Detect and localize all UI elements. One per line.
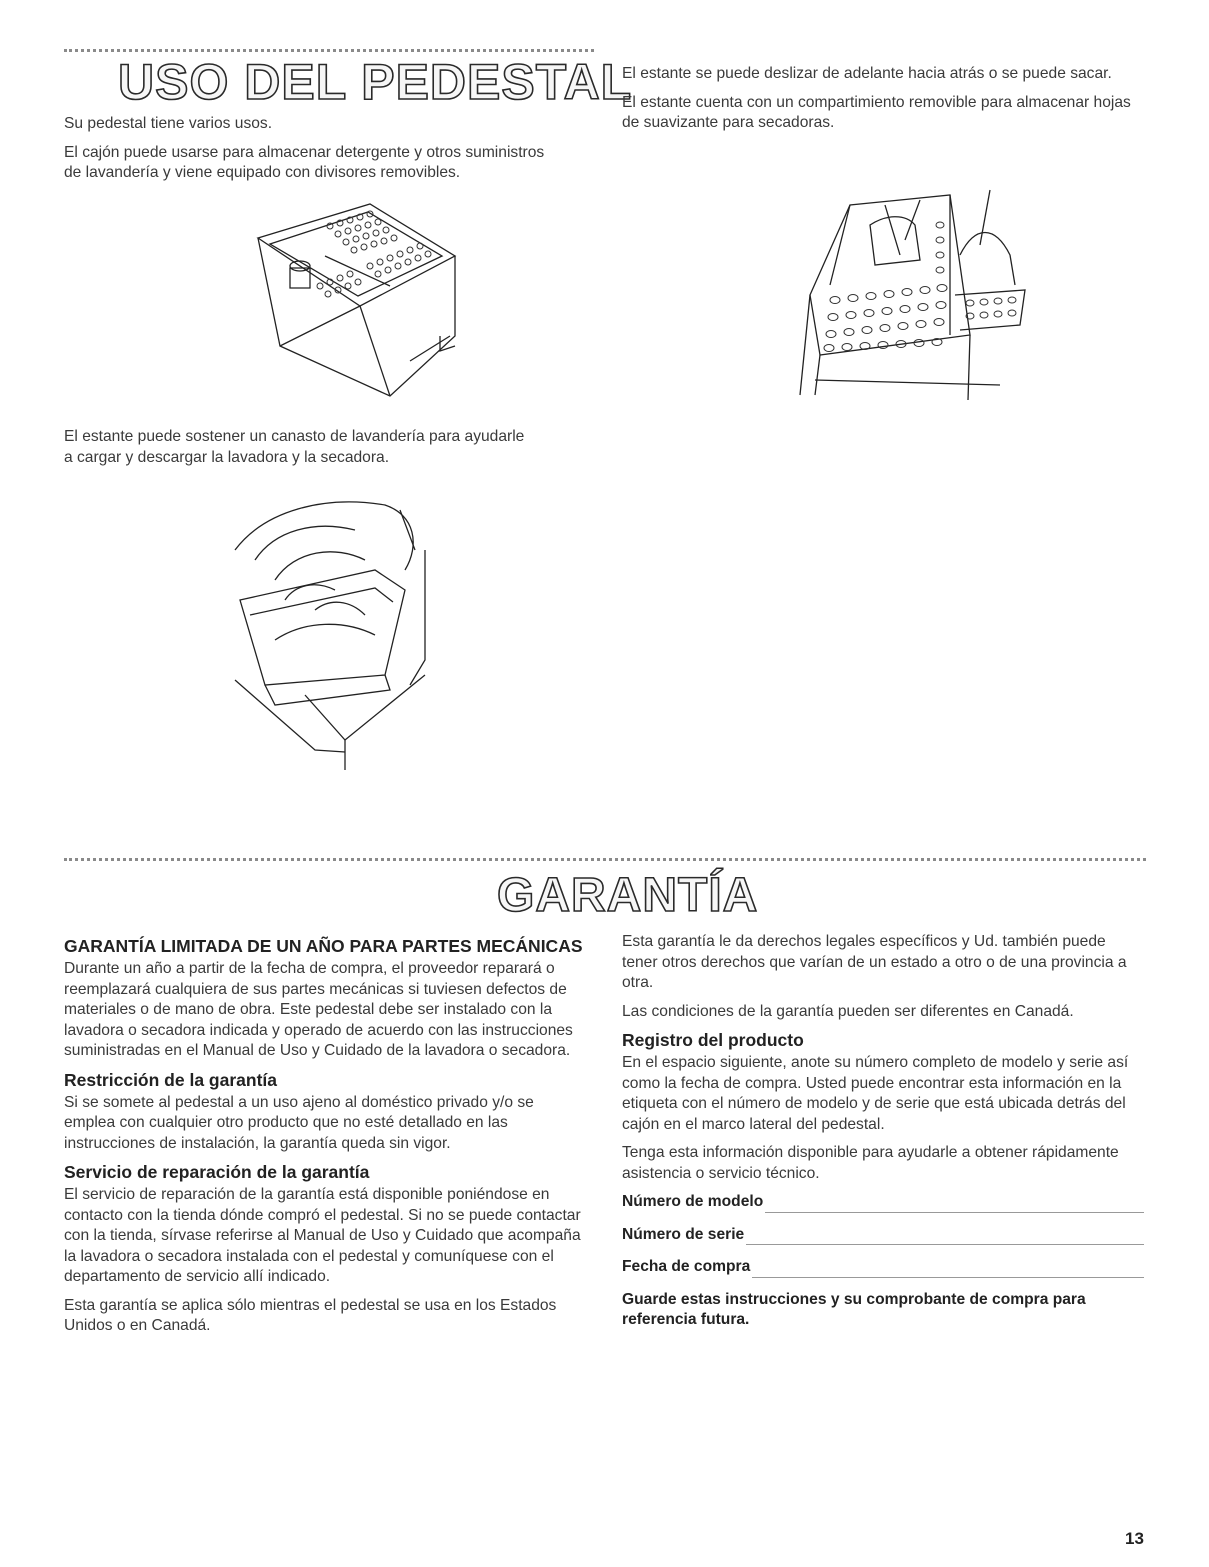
keep-instructions-text: Guarde estas instrucciones y su comprobante de compra para referencia futura. <box>622 1290 1086 1328</box>
compartment-illustration <box>790 185 1030 400</box>
warranty-heading: GARANTÍA LIMITADA DE UN AÑO PARA PARTES MECÁNICAS <box>64 936 583 956</box>
uso-drawer-text: El cajón puede usarse para almacenar detergente y otros suministros de lavandería y viene equipado con divisores removibles. <box>64 143 545 181</box>
serial-number-field[interactable] <box>622 1225 1144 1246</box>
warranty-intro: Durante un año a partir de la fecha de compra, el proveedor reparará o reemplazará cualquiera de sus partes mecánicas si tuviesen defectos de materiales o de mano de obra. Este pedestal debe ser instalado con la lavadora o secadora indicada y operado de acuerdo con las instrucciones suministradas en el Manual de Uso y Cuidado de la lavadora o secadora. <box>64 960 573 1059</box>
uso-intro: Su pedestal tiene varios usos. <box>64 115 273 132</box>
uso-compartment-text: El estante cuenta con un compartimiento removible para almacenar hojas de suavizante para secadoras. <box>622 93 1131 131</box>
purchase-date-field[interactable] <box>622 1257 1144 1278</box>
registration-text: En el espacio siguiente, anote su número completo de modelo y serie así como la fecha de compra. Usted puede encontrar esta información en la etiqueta con el número de modelo y de serie que está ubicada detrás del cajón en el marco lateral del pedestal. <box>622 1054 1129 1133</box>
info-text: Tenga esta información disponible para ayudarle a obtener rápidamente asistencia o servicio técnico. <box>622 1144 1119 1182</box>
registration-heading: Registro del producto <box>622 1030 804 1050</box>
model-number-label: Número de modelo <box>622 1193 764 1210</box>
uso-left-column <box>64 114 564 192</box>
canada-text: Las condiciones de la garantía pueden ser diferentes en Canadá. <box>622 1002 1074 1020</box>
model-number-line[interactable] <box>765 1197 1144 1213</box>
service-heading: Servicio de reparación de la garantía <box>64 1162 370 1182</box>
warranty-title: GARANTÍA <box>497 869 759 922</box>
warranty-left-column <box>64 936 584 1345</box>
warranty-divider <box>64 858 1146 861</box>
uso-right-column <box>622 64 1142 142</box>
basket-illustration <box>215 490 445 775</box>
uso-shelf-column <box>64 427 534 476</box>
restriction-text: Si se somete al pedestal a un uso ajeno al doméstico privado y/o se emplea con cualquier otro producto que no esté detallado en las instrucciones de instalación, la garantía queda sin vigor. <box>64 1093 534 1152</box>
model-number-field[interactable] <box>622 1192 1144 1213</box>
purchase-date-label: Fecha de compra <box>622 1258 751 1275</box>
uso-slide-text: El estante se puede deslizar de adelante hacia atrás o se puede sacar. <box>622 65 1112 82</box>
uso-shelf-text: El estante puede sostener un canasto de lavandería para ayudarle a cargar y descargar la lavadora y la secadora. <box>64 428 525 466</box>
warranty-right-column <box>622 932 1144 1339</box>
restriction-heading: Restricción de la garantía <box>64 1069 277 1090</box>
drawer-illustration <box>250 196 465 401</box>
purchase-date-line[interactable] <box>752 1262 1144 1278</box>
coverage-text: Esta garantía se aplica sólo mientras el pedestal se usa en los Estados Unidos o en Canadá. <box>64 1296 557 1334</box>
serial-number-line[interactable] <box>746 1229 1144 1245</box>
page-title: USO DEL PEDESTAL <box>118 54 633 110</box>
serial-number-label: Número de serie <box>622 1225 745 1243</box>
service-text: El servicio de reparación de la garantía está disponible poniéndose en contacto con la tienda dónde compró el pedestal. Si no se puede contactar con la tienda, sírvase referirse al Manual de Uso y Cuidado que acompaña la lavadora o secadora instalada con el pedestal y comuníquese con el departamento de servicio allí indicado. <box>64 1186 581 1285</box>
page-number: 13 <box>1125 1529 1144 1548</box>
rights-text: Esta garantía le da derechos legales específicos y Ud. también puede tener otros derechos que varían de un estado a otro o de una provincia a otra. <box>622 933 1127 991</box>
top-divider <box>64 49 594 52</box>
